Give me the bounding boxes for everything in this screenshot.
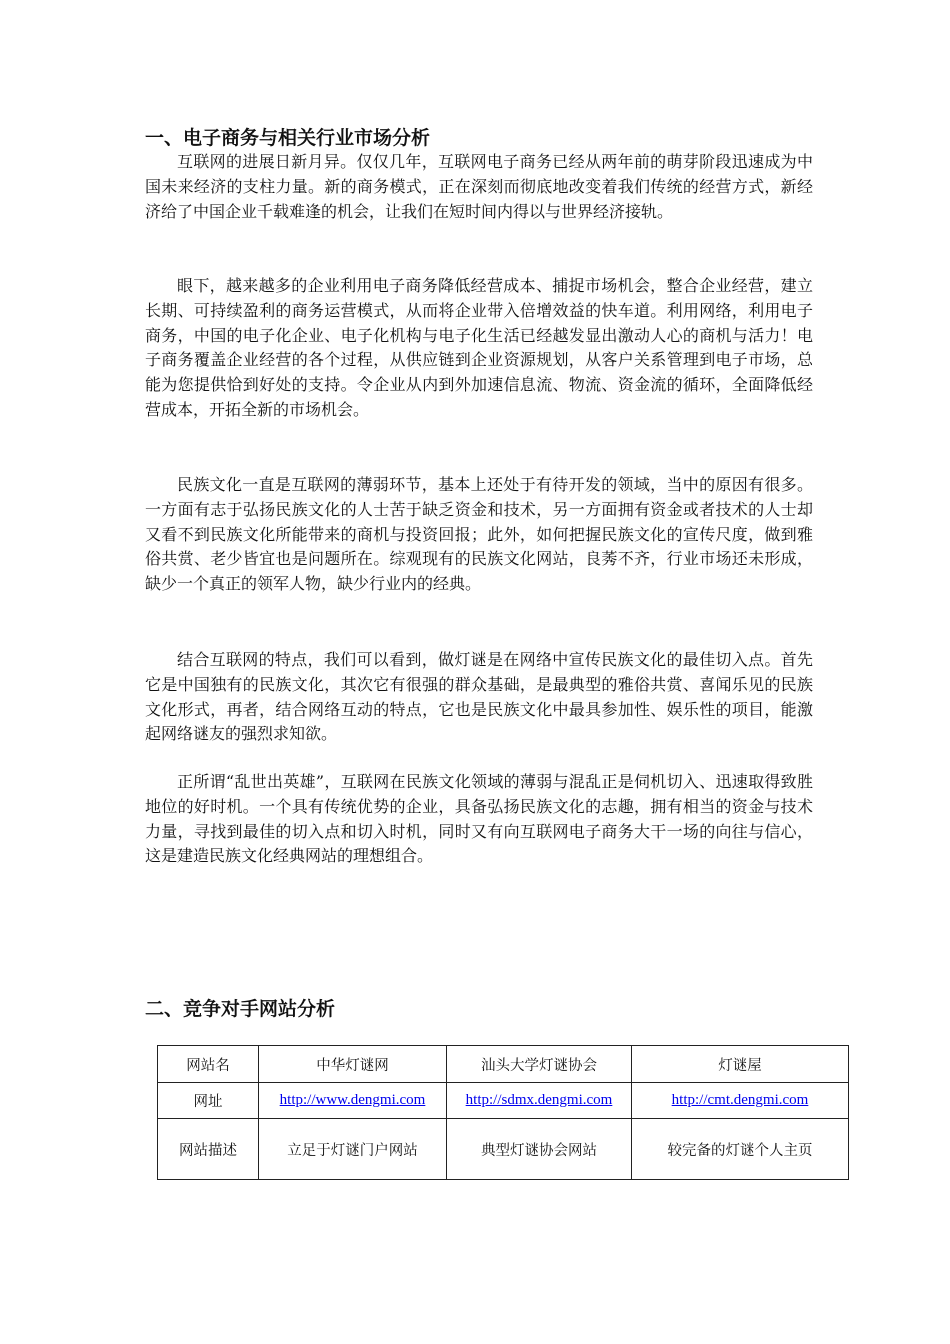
paragraph-lantern-riddles: 结合互联网的特点，我们可以看到，做灯谜是在网络中宣传民族文化的最佳切入点。首先它是中国独有的民族文化，其次它有很强的群众基础，是最典型的雅俗共赏、喜闻乐见的民族文化形式，再者，结合网络互动的特点，它也是民族文化中最具参加性、娱乐性的项目，能激起网络谜友的强烈求知欲。: [145, 650, 813, 744]
table-cell: 较完备的灯谜个人主页: [632, 1119, 849, 1180]
competitor-table: [157, 1045, 849, 1180]
table-row-site-name: [158, 1046, 849, 1083]
table-row-description: [158, 1119, 849, 1180]
table-cell-label: 网站名: [158, 1046, 259, 1083]
table-cell: 灯谜屋: [632, 1046, 849, 1083]
table-cell-label: 网站描述: [158, 1119, 259, 1180]
table-cell: [447, 1083, 632, 1119]
section-heading-competitor-analysis: 二、竞争对手网站分析: [145, 998, 336, 1020]
paragraph-e-commerce-benefits: 眼下，越来越多的企业利用电子商务降低经营成本、捕捉市场机会，整合企业经营，建立长期、可持续盈利的商务运营模式，从而将企业带入倍增效益的快车道。利用网络，利用电子商务，中国的电子化企业、电子化机构与电子化生活已经越发显出激动人心的商机与活力！电子商务覆盖企业经营的各个过程，从供应链到企业资源规划，从客户关系管理到电子市场，总能为您提供恰到好处的支持。令企业从内到外加速信息流、物流、资金流的循环，全面降低经营成本，开拓全新的市场机会。: [145, 276, 813, 419]
table-cell-label: 网址: [158, 1083, 259, 1119]
table-cell: 中华灯谜网: [259, 1046, 447, 1083]
paragraph-internet-development: 互联网的进展日新月异。仅仅几年，互联网电子商务已经从两年前的萌芽阶段迅速成为中国未来经济的支柱力量。新的商务模式，正在深刻而彻底地改变着我们传统的经营方式，新经济给了中国企业千载难逢的机会，让我们在短时间内得以与世界经济接轨。: [145, 152, 813, 221]
paragraph-opportunity: 正所谓“乱世出英雄”，互联网在民族文化领域的薄弱与混乱正是伺机切入、迅速取得致胜地位的好时机。一个具有传统优势的企业，具备弘扬民族文化的志趣，拥有相当的资金与技术力量，寻找到最佳的切入点和切入时机，同时又有向互联网电子商务大干一场的向往与信心，这是建造民族文化经典网站的理想组合。: [145, 772, 813, 866]
table-cell: [259, 1083, 447, 1119]
link-dengmi[interactable]: http://www.dengmi.com: [279, 1092, 426, 1108]
link-cmt-dengmi[interactable]: http://cmt.dengmi.com: [671, 1092, 809, 1108]
table-cell: 汕头大学灯谜协会: [447, 1046, 632, 1083]
paragraph-national-culture: 民族文化一直是互联网的薄弱环节，基本上还处于有待开发的领域，当中的原因有很多。一方面有志于弘扬民族文化的人士苦于缺乏资金和技术，另一方面拥有资金或者技术的人士却又看不到民族文化所能带来的商机与投资回报；此外，如何把握民族文化的宣传尺度，做到雅俗共赏、老少皆宜也是问题所在。综观现有的民族文化网站，良莠不齐，行业市场还未形成，缺少一个真正的领军人物，缺少行业内的经典。: [145, 475, 813, 594]
table-row-url: [158, 1083, 849, 1119]
section-heading-market-analysis: 一、电子商务与相关行业市场分析: [145, 127, 431, 149]
table-cell: 立足于灯谜门户网站: [259, 1119, 447, 1180]
link-sdmx-dengmi[interactable]: http://sdmx.dengmi.com: [465, 1092, 613, 1108]
table-cell: [632, 1083, 849, 1119]
table-cell: 典型灯谜协会网站: [447, 1119, 632, 1180]
